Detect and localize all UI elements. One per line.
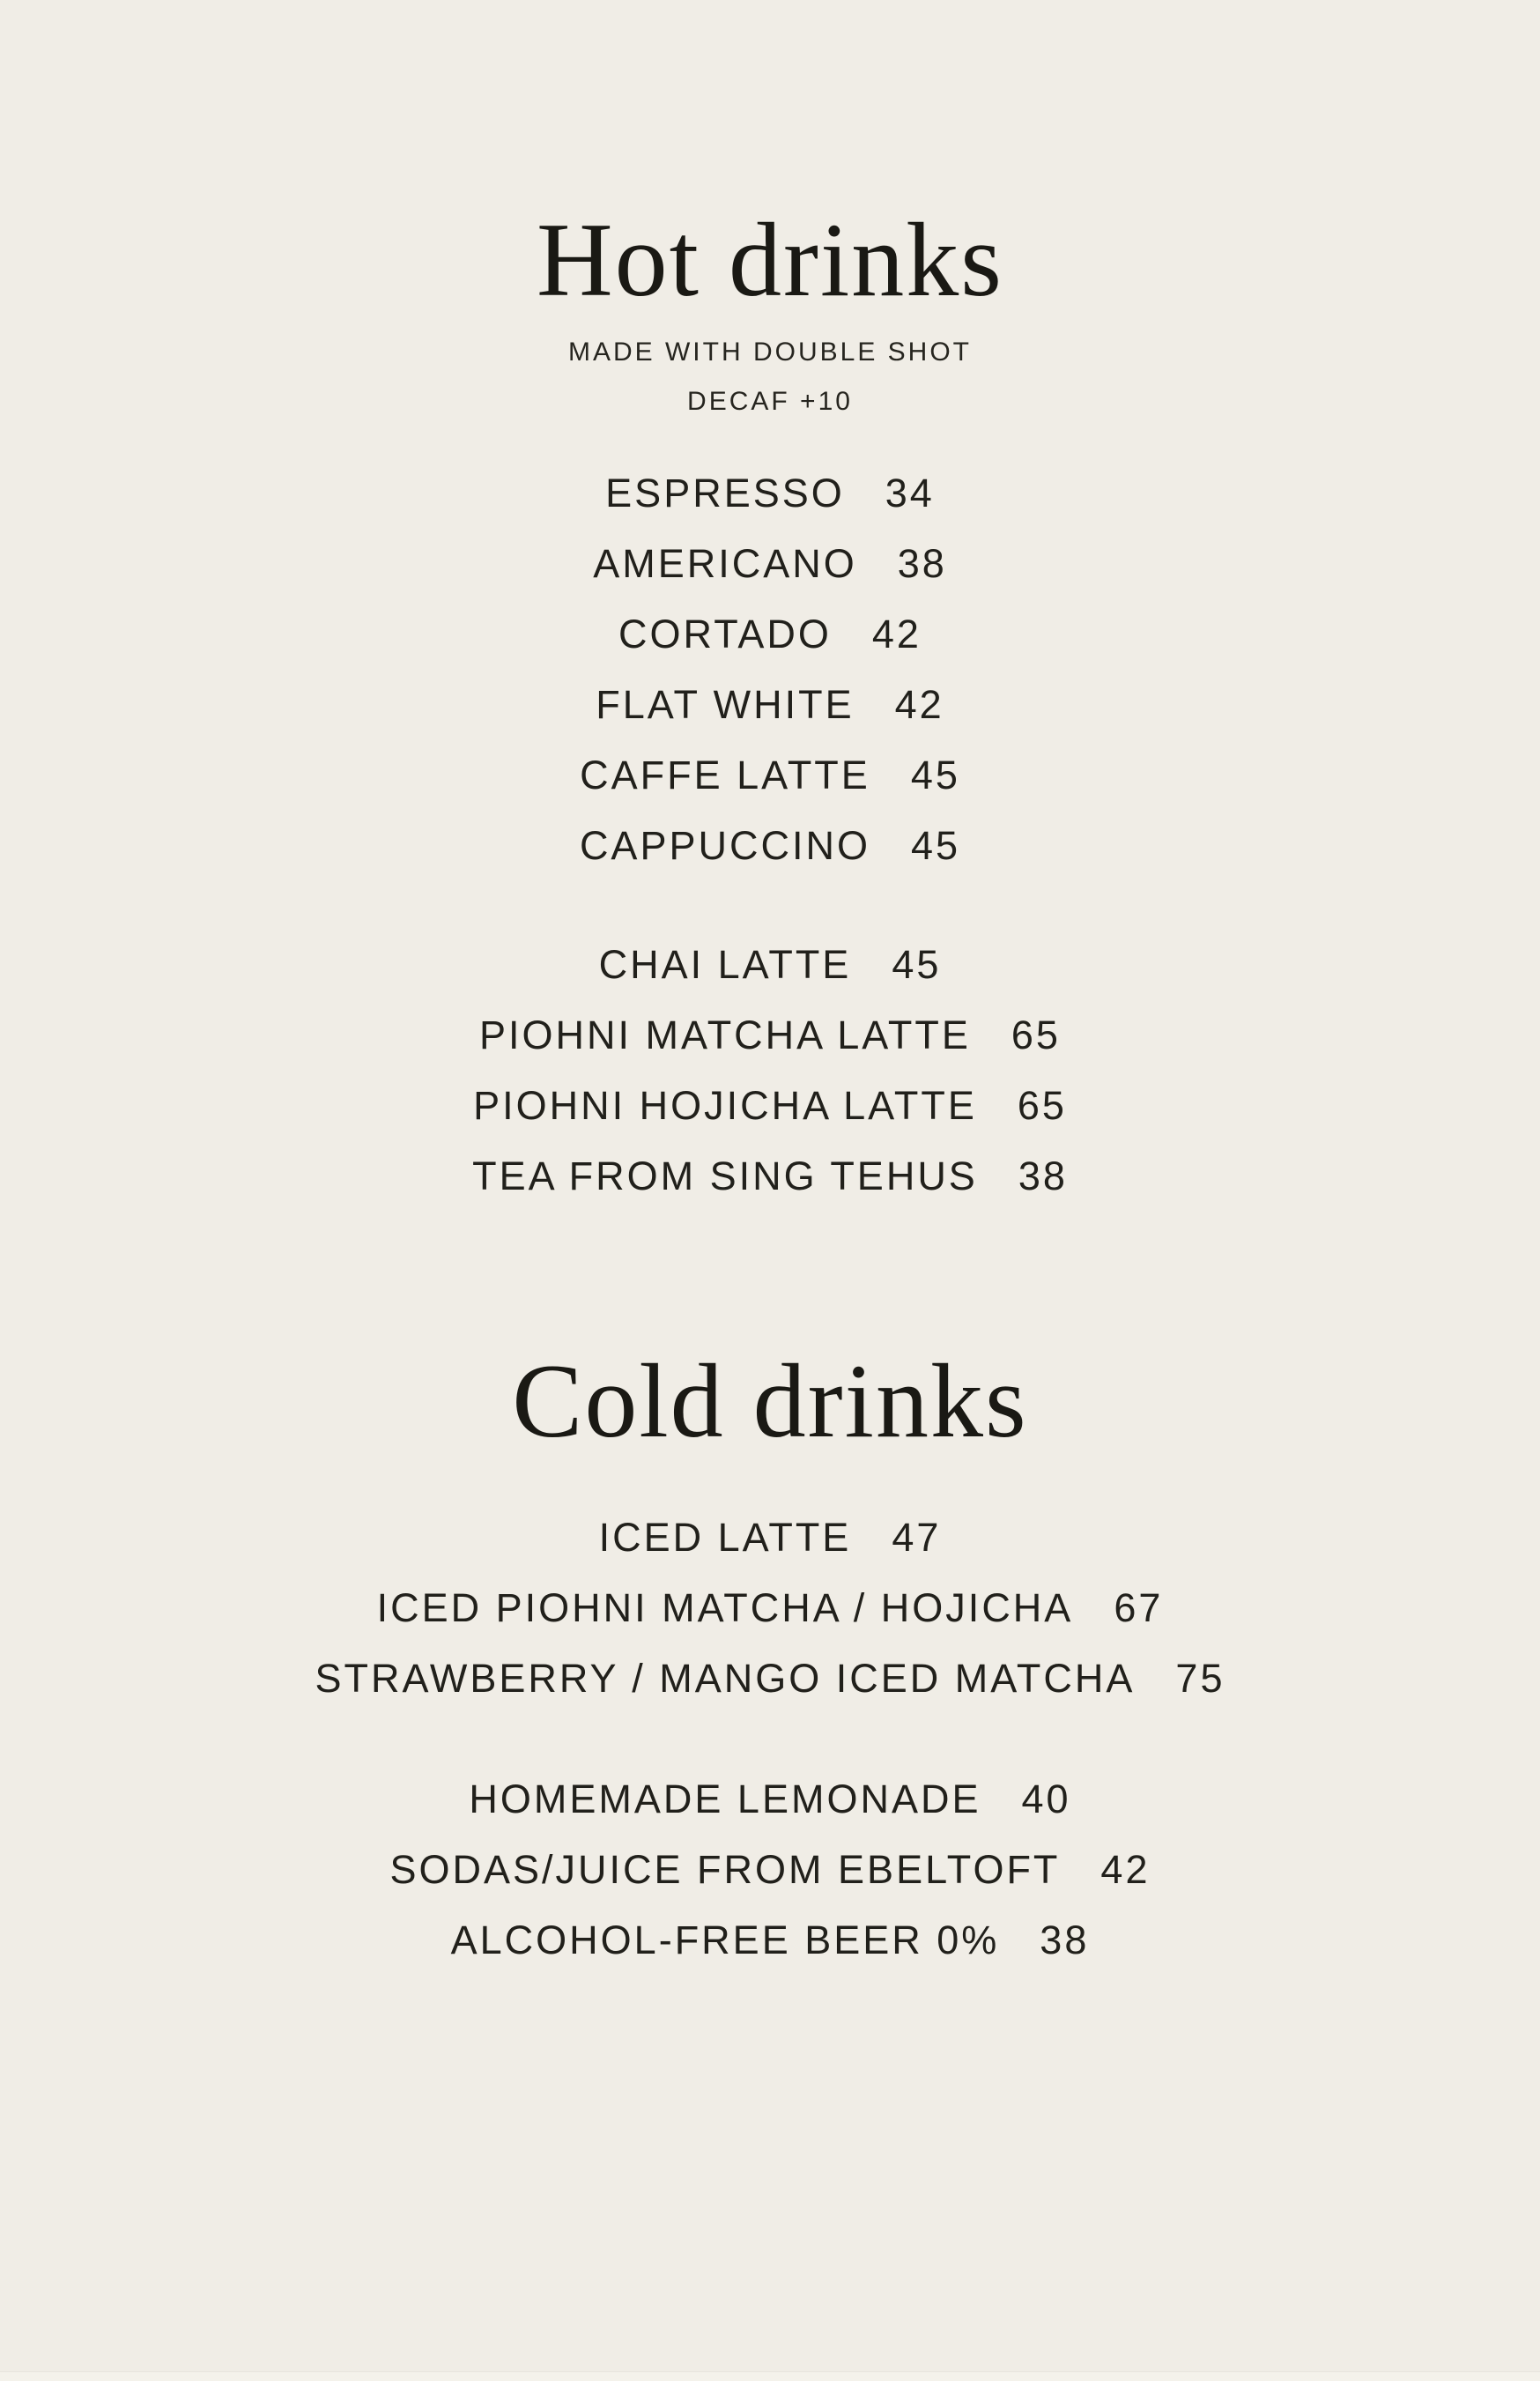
item-name: ICED LATTE bbox=[598, 1515, 852, 1560]
menu-item bbox=[0, 670, 1540, 740]
subtitle-line-double-shot: MADE WITH DOUBLE SHOT bbox=[567, 337, 973, 367]
item-price: 38 bbox=[897, 541, 947, 586]
item-price: 65 bbox=[1017, 1083, 1067, 1128]
menu-item bbox=[0, 740, 1540, 811]
menu-page bbox=[0, 194, 1540, 2380]
menu-item bbox=[0, 458, 1540, 529]
item-name: PIOHNI HOJICHA LATTE bbox=[473, 1083, 977, 1128]
item-price: 38 bbox=[1040, 1917, 1090, 1962]
item-price: 38 bbox=[1018, 1153, 1068, 1198]
item-price: 47 bbox=[892, 1515, 942, 1560]
item-name: ALCOHOL-FREE BEER 0% bbox=[450, 1917, 1000, 1962]
hot-drinks-group-tea bbox=[0, 930, 1540, 1212]
item-price: 40 bbox=[1021, 1776, 1071, 1821]
menu-item bbox=[0, 1764, 1540, 1835]
menu-item bbox=[0, 1141, 1540, 1212]
item-name: SODAS/JUICE FROM EBELTOFT bbox=[389, 1847, 1061, 1892]
menu-item bbox=[0, 529, 1540, 599]
item-price: 42 bbox=[894, 682, 944, 727]
item-name: ESPRESSO bbox=[605, 471, 845, 516]
menu-item bbox=[0, 930, 1540, 1000]
menu-item bbox=[0, 1573, 1540, 1643]
cold-drinks-group-other bbox=[0, 1764, 1540, 1976]
item-price: 45 bbox=[910, 823, 961, 868]
menu-item bbox=[0, 599, 1540, 670]
item-name: STRAWBERRY / MANGO ICED MATCHA bbox=[315, 1656, 1136, 1701]
item-price: 67 bbox=[1114, 1585, 1164, 1630]
menu bbox=[0, 194, 1540, 1976]
item-name: PIOHNI MATCHA LATTE bbox=[479, 1012, 971, 1057]
item-price: 75 bbox=[1175, 1656, 1225, 1701]
item-name: CAFFE LATTE bbox=[580, 753, 870, 797]
menu-item bbox=[0, 1502, 1540, 1573]
item-name: CORTADO bbox=[618, 612, 832, 656]
menu-item bbox=[0, 1643, 1540, 1714]
section-title-hot-drinks: Hot drinks bbox=[537, 201, 1003, 318]
item-name: FLAT WHITE bbox=[596, 682, 855, 727]
item-price: 42 bbox=[871, 612, 922, 656]
section-title-cold-drinks: Cold drinks bbox=[512, 1342, 1028, 1459]
item-price: 34 bbox=[885, 471, 935, 516]
item-price: 45 bbox=[892, 942, 942, 987]
item-price: 65 bbox=[1011, 1012, 1061, 1057]
item-name: ICED PIOHNI MATCHA / HOJICHA bbox=[376, 1585, 1074, 1630]
item-name: CHAI LATTE bbox=[598, 942, 852, 987]
menu-item bbox=[0, 1835, 1540, 1905]
item-name: AMERICANO bbox=[593, 541, 857, 586]
page-bottom-edge bbox=[0, 2371, 1540, 2381]
cold-drinks-group-coffee bbox=[0, 1502, 1540, 1714]
item-name: CAPPUCCINO bbox=[579, 823, 870, 868]
item-price: 45 bbox=[910, 753, 960, 797]
menu-item bbox=[0, 1071, 1540, 1141]
hot-drinks-subtitle bbox=[0, 328, 1540, 427]
hot-drinks-group-coffee bbox=[0, 458, 1540, 881]
item-name: HOMEMADE LEMONADE bbox=[469, 1776, 981, 1821]
item-name: TEA FROM SING TEHUS bbox=[472, 1153, 978, 1198]
menu-item bbox=[0, 811, 1540, 881]
item-price: 42 bbox=[1100, 1847, 1151, 1892]
menu-item bbox=[0, 1905, 1540, 1976]
subtitle-line-decaf: DECAF +10 bbox=[687, 387, 853, 416]
menu-item bbox=[0, 1000, 1540, 1071]
